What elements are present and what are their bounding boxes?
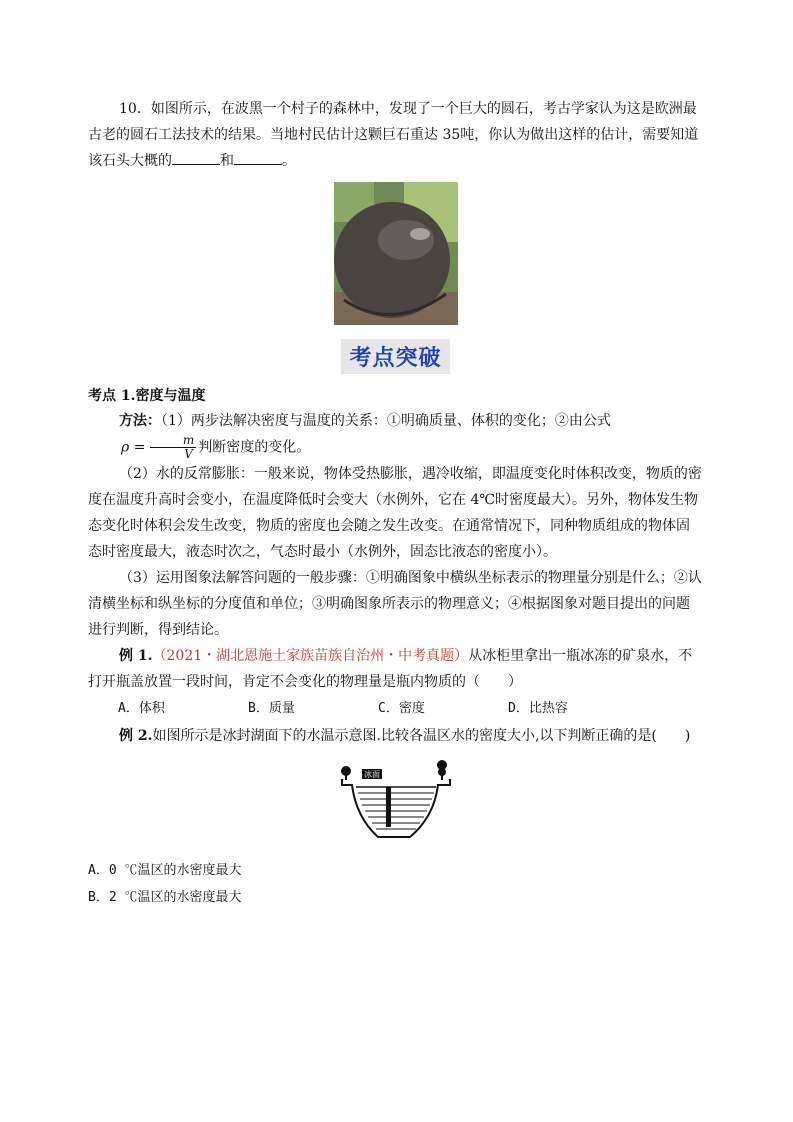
lake-temperature-diagram: [338, 757, 453, 847]
example-2-option-a[interactable]: A．0 ℃温区的水密度最大: [88, 863, 242, 878]
method-paragraph-2: （2）水的反常膨胀：一般来说，物体受热膨胀，遇冷收缩，即温度变化时体积改变，物质的密度在温度升高时会变小，在温度降低时会变大（水例外，它在 4℃时密度最大）。另外，物体发生物态变化时体积会发生改变，物质的密度也会随之发生改变。在通常情况下，同种物质组成的物体固态时密度最大，液态时次之，气态时最小（水例外，固态比液态的密度小）。: [88, 466, 702, 560]
boulder-photo: [334, 182, 458, 325]
answer-blank-2[interactable]: [234, 152, 282, 165]
option-a[interactable]: A．体积: [118, 701, 165, 716]
example-2-option-b[interactable]: B．2 ℃温区的水密度最大: [88, 890, 242, 905]
answer-blank-1[interactable]: [172, 152, 220, 165]
density-formula: ρ = $\frac{m}{V}$: [121, 433, 195, 461]
section-heading: 考点突破: [341, 339, 449, 374]
example-1: 例 1.（2021・湖北恩施土家族苗族自治州・中考真题）从冰柜里拿出一瓶冰冻的矿泉水，不打开瓶盖放置一段时间，肯定不会变化的物理量是瓶内物质的（ ）: [88, 648, 693, 690]
example-1-source: （2021・湖北恩施土家族苗族自治州・中考真题）: [152, 648, 469, 664]
example-2: 例 2.如图所示是冰封湖面下的水温示意图.比较各温区水的密度大小,以下判断正确的是( ): [119, 728, 691, 744]
kaodian-title: 考点 1.密度与温度: [88, 388, 206, 404]
option-d[interactable]: D．比热容: [508, 701, 568, 716]
method-paragraph-3: （3）运用图象法解答问题的一般步骤：①明确图象中横纵坐标表示的物理量分别是什么；②认清横坐标和纵坐标的分度值和单位；③明确图象所表示的物理意义；④根据图象对题目提出的问题进行判断，得到结论。: [88, 570, 702, 638]
ice-surface-label: 冰面: [364, 770, 380, 779]
option-c[interactable]: C．密度: [378, 701, 425, 716]
question-10: 10．如图所示，在波黑一个村子的森林中，发现了一个巨大的圆石，考古学家认为这是欧洲最古老的圆石工法技术的结果。当地村民估计这颗巨石重达 35吨，你认为做出这样的估计，需要知道该石头大概的 和 。: [88, 101, 699, 169]
option-b[interactable]: B．质量: [248, 701, 295, 716]
document-page: [88, 96, 703, 911]
method-paragraph-1: 方法：（1）两步法解决密度与温度的关系：①明确质量、体积的变化；②由公式ρ = $\frac{m}{V}$ 判断密度的变化。: [88, 408, 703, 461]
example-1-options: [88, 695, 703, 723]
